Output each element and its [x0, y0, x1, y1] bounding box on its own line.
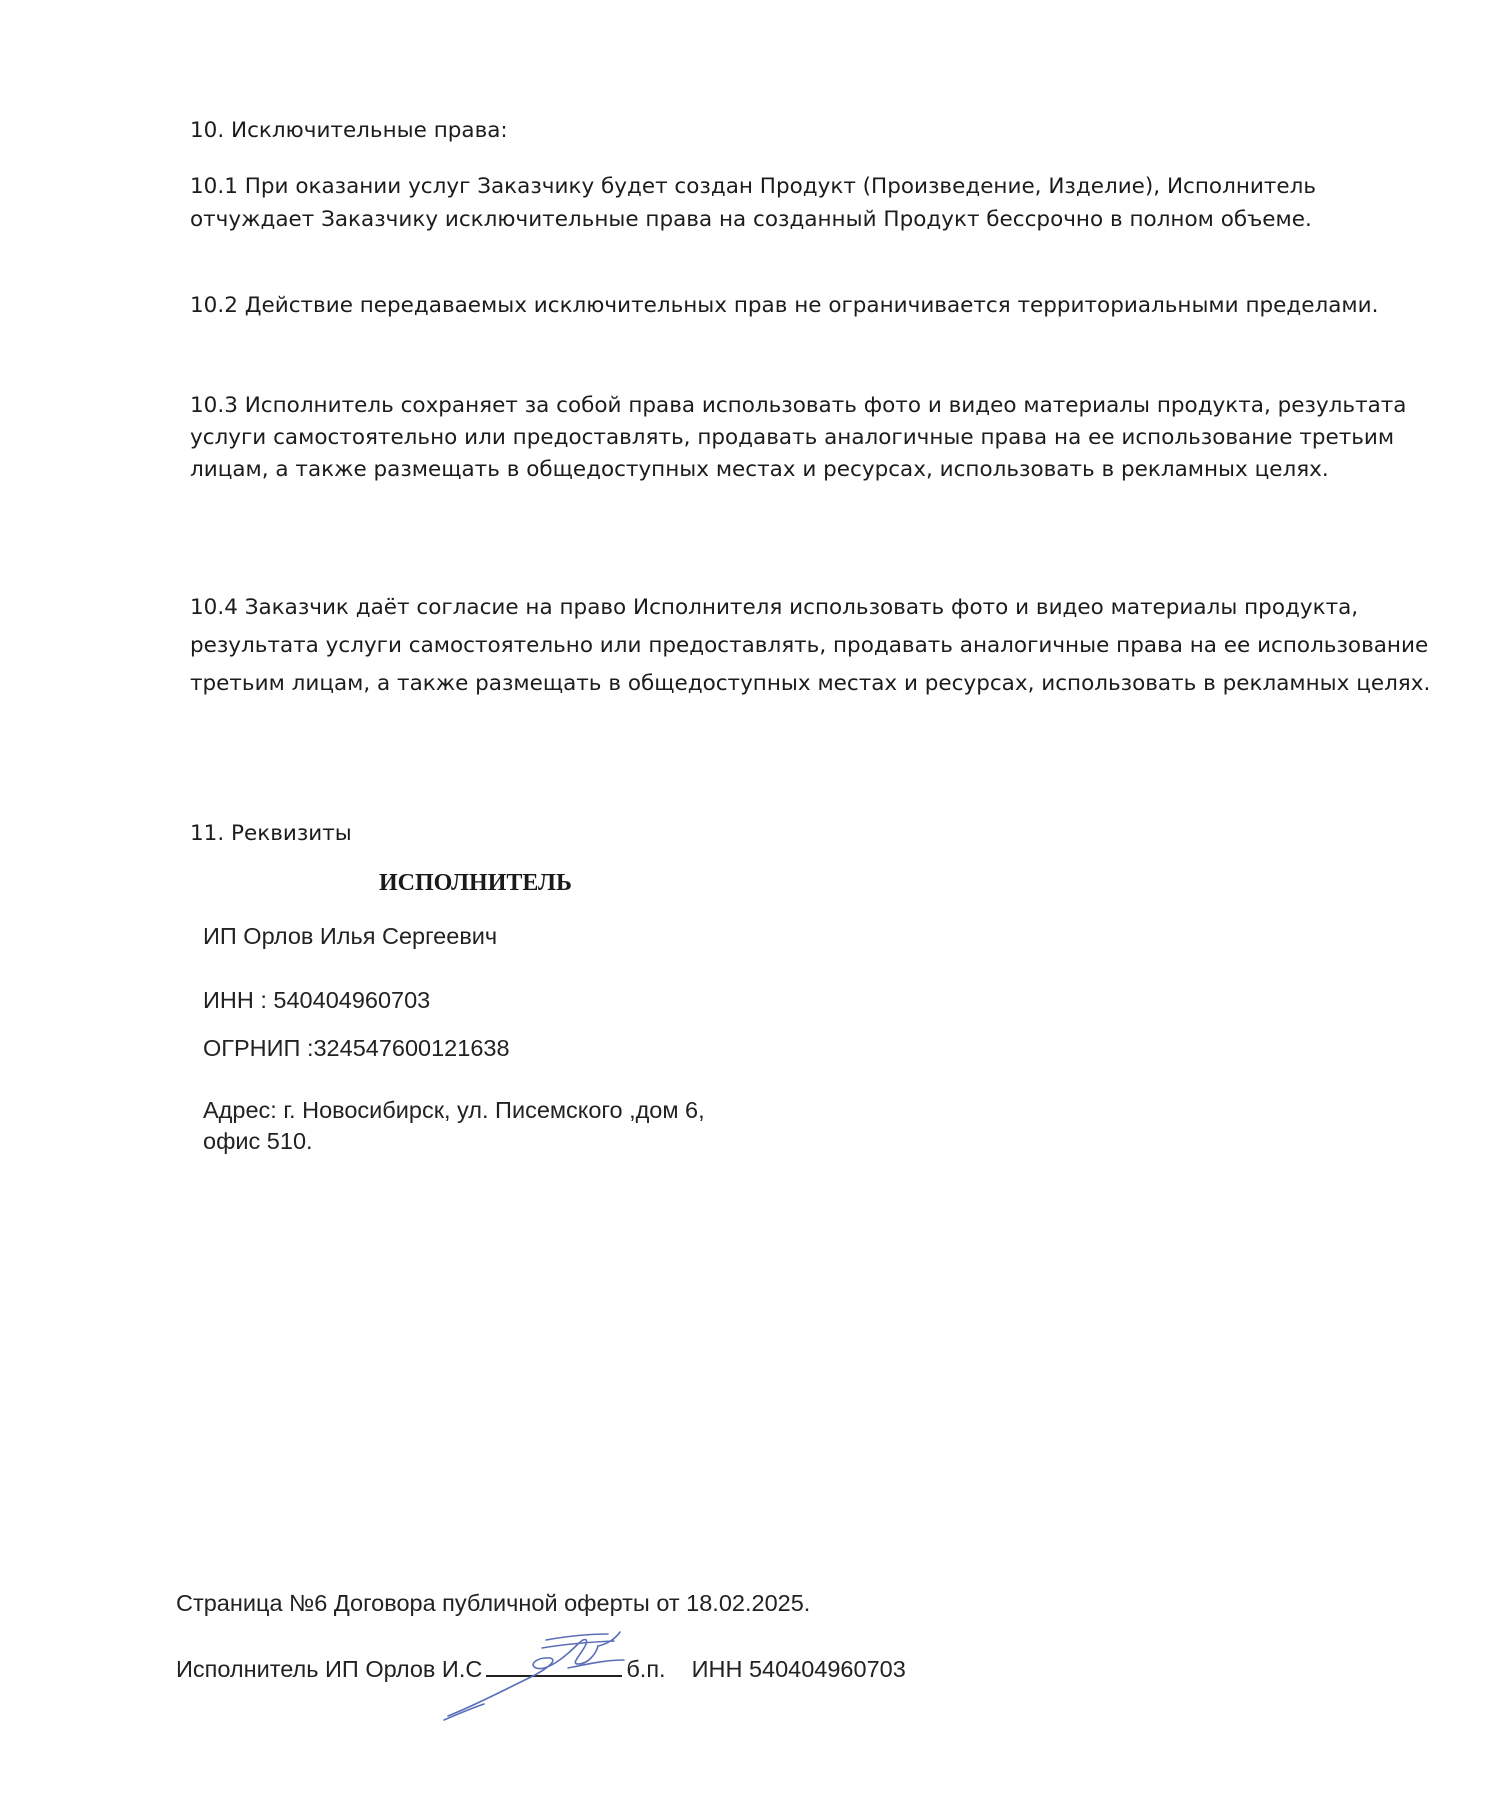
handwritten-signature-icon	[438, 1624, 698, 1724]
paragraph-10-4-text: 10.4 Заказчик даёт согласие на право Исполнителя использовать фото и видео материалы продукта, результата услуги самостоятельно или предоставлять, продавать аналогичные права на ее использование третьим лицам, а также размещать в общедоступных местах и ресурсах, использовать в рекламных целях.	[190, 595, 1431, 696]
footer-bp: б.п.	[626, 1656, 666, 1682]
section-11-heading: 11. Реквизиты	[190, 821, 352, 846]
paragraph-10-3-text: 10.3 Исполнитель сохраняет за собой права использовать фото и видео материалы продукта, результата услуги самостоятельно или предоставлять, продавать аналогичные права на ее использование третьим лицам, а также размещать в общедоступных местах и ресурсах, использовать в рекламных целях.	[190, 393, 1407, 482]
footer-inn: ИНН 540404960703	[691, 1656, 906, 1682]
footer-page-info: Страница №6 Договора публичной оферты от 18.02.2025.	[176, 1590, 811, 1616]
executor-title: ИСПОЛНИТЕЛЬ	[379, 870, 572, 896]
paragraph-10-2-text: 10.2 Действие передаваемых исключительных прав не ограничивается территориальными пределами.	[190, 293, 1379, 318]
paragraph-10-1	[190, 170, 1440, 236]
executor-ogrnip: ОГРНИП :324547600121638	[203, 1035, 510, 1061]
address-line-2: офис 510.	[203, 1128, 313, 1154]
section-10-heading: 10. Исключительные права:	[190, 118, 508, 143]
footer-signer: Исполнитель ИП Орлов И.С	[176, 1656, 483, 1682]
executor-name: ИП Орлов Илья Сергеевич	[203, 923, 498, 949]
paragraph-10-3	[190, 390, 1440, 486]
paragraph-10-1-text: 10.1 При оказании услуг Заказчику будет создан Продукт (Произведение, Изделие), Исполнитель отчуждает Заказчику исключительные права на созданный Продукт бессрочно в полном объеме.	[190, 174, 1317, 232]
executor-inn: ИНН : 540404960703	[203, 987, 431, 1013]
executor-address	[203, 1095, 705, 1157]
address-line-1: Адрес: г. Новосибирск, ул. Писемского ,дом 6,	[203, 1097, 705, 1123]
paragraph-10-2	[190, 289, 1440, 322]
paragraph-10-4	[190, 589, 1440, 703]
